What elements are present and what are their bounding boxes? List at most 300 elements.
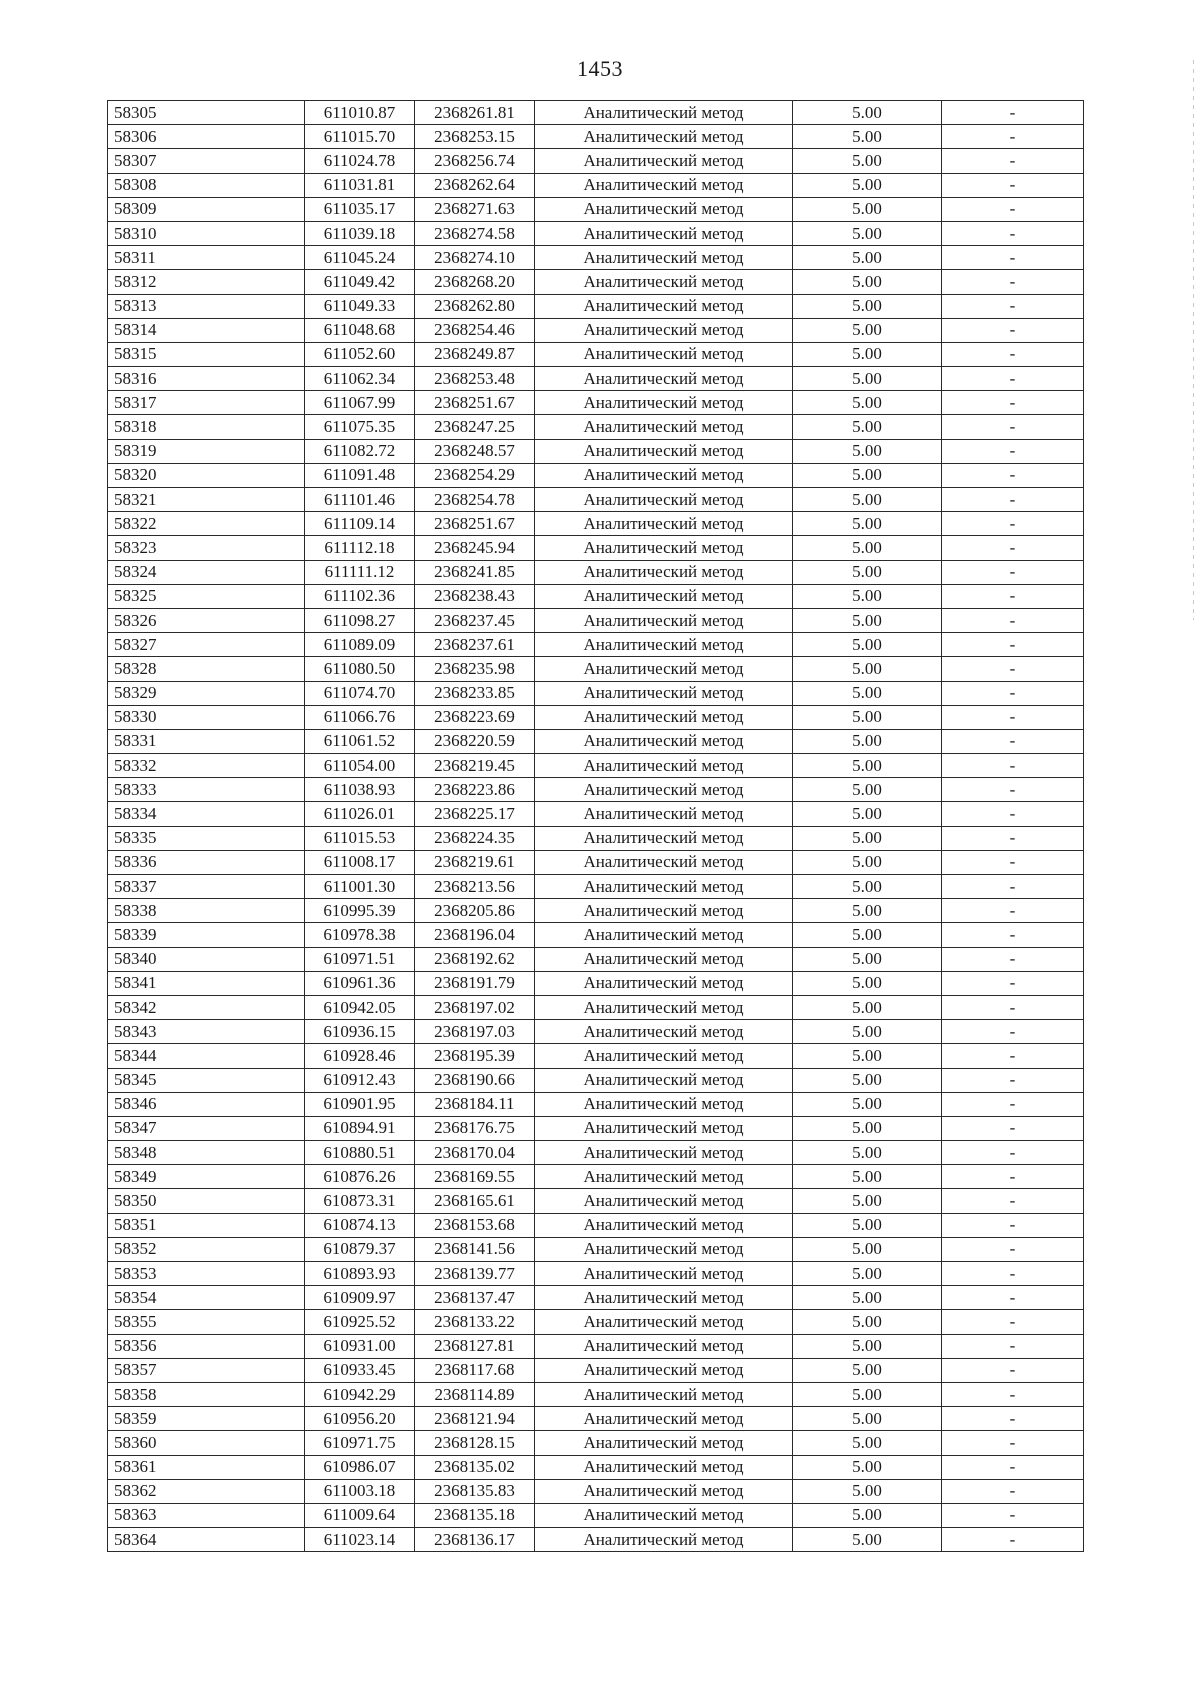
accuracy-cell: 5.00 [793,101,942,125]
description-cell: - [942,536,1084,560]
description-cell: - [942,463,1084,487]
x-coordinate-cell: 610880.51 [305,1141,415,1165]
y-coordinate-cell: 2368223.69 [415,705,535,729]
y-coordinate-cell: 2368133.22 [415,1310,535,1334]
method-cell: Аналитический метод [535,1528,793,1552]
method-cell: Аналитический метод [535,367,793,391]
method-cell: Аналитический метод [535,1189,793,1213]
point-number-cell: 58305 [108,101,305,125]
x-coordinate-cell: 611001.30 [305,875,415,899]
x-coordinate-cell: 611052.60 [305,342,415,366]
accuracy-cell: 5.00 [793,342,942,366]
description-cell: - [942,1092,1084,1116]
accuracy-cell: 5.00 [793,391,942,415]
accuracy-cell: 5.00 [793,1044,942,1068]
accuracy-cell: 5.00 [793,463,942,487]
table-row [108,439,1084,463]
y-coordinate-cell: 2368128.15 [415,1431,535,1455]
point-number-cell: 58327 [108,633,305,657]
y-coordinate-cell: 2368191.79 [415,971,535,995]
table-row [108,1334,1084,1358]
description-cell: - [942,1479,1084,1503]
y-coordinate-cell: 2368139.77 [415,1262,535,1286]
table-row [108,1310,1084,1334]
description-cell: - [942,778,1084,802]
method-cell: Аналитический метод [535,342,793,366]
x-coordinate-cell: 611101.46 [305,488,415,512]
y-coordinate-cell: 2368254.29 [415,463,535,487]
accuracy-cell: 5.00 [793,512,942,536]
method-cell: Аналитический метод [535,318,793,342]
accuracy-cell: 5.00 [793,754,942,778]
x-coordinate-cell: 611045.24 [305,246,415,270]
accuracy-cell: 5.00 [793,560,942,584]
description-cell: - [942,608,1084,632]
description-cell: - [942,1068,1084,1092]
table-row [108,1455,1084,1479]
x-coordinate-cell: 610909.97 [305,1286,415,1310]
description-cell: - [942,221,1084,245]
accuracy-cell: 5.00 [793,488,942,512]
y-coordinate-cell: 2368220.59 [415,729,535,753]
description-cell: - [942,875,1084,899]
method-cell: Аналитический метод [535,633,793,657]
table-row [108,1020,1084,1044]
accuracy-cell: 5.00 [793,439,942,463]
table-row [108,971,1084,995]
x-coordinate-cell: 611089.09 [305,633,415,657]
accuracy-cell: 5.00 [793,705,942,729]
y-coordinate-cell: 2368190.66 [415,1068,535,1092]
y-coordinate-cell: 2368254.46 [415,318,535,342]
point-number-cell: 58359 [108,1407,305,1431]
method-cell: Аналитический метод [535,1479,793,1503]
x-coordinate-cell: 611015.53 [305,826,415,850]
accuracy-cell: 5.00 [793,608,942,632]
method-cell: Аналитический метод [535,149,793,173]
table-row [108,1213,1084,1237]
accuracy-cell: 5.00 [793,947,942,971]
point-number-cell: 58337 [108,875,305,899]
x-coordinate-cell: 611010.87 [305,101,415,125]
y-coordinate-cell: 2368141.56 [415,1237,535,1261]
y-coordinate-cell: 2368233.85 [415,681,535,705]
table-row [108,995,1084,1019]
x-coordinate-cell: 611091.48 [305,463,415,487]
table-row [108,173,1084,197]
x-coordinate-cell: 610876.26 [305,1165,415,1189]
accuracy-cell: 5.00 [793,729,942,753]
accuracy-cell: 5.00 [793,536,942,560]
method-cell: Аналитический метод [535,947,793,971]
table-row [108,1286,1084,1310]
description-cell: - [942,1020,1084,1044]
x-coordinate-cell: 611061.52 [305,729,415,753]
accuracy-cell: 5.00 [793,1116,942,1140]
method-cell: Аналитический метод [535,294,793,318]
x-coordinate-cell: 610936.15 [305,1020,415,1044]
method-cell: Аналитический метод [535,1310,793,1334]
accuracy-cell: 5.00 [793,1382,942,1406]
table-row [108,536,1084,560]
point-number-cell: 58341 [108,971,305,995]
point-number-cell: 58307 [108,149,305,173]
table-row [108,850,1084,874]
method-cell: Аналитический метод [535,463,793,487]
accuracy-cell: 5.00 [793,850,942,874]
y-coordinate-cell: 2368248.57 [415,439,535,463]
y-coordinate-cell: 2368169.55 [415,1165,535,1189]
description-cell: - [942,1165,1084,1189]
point-number-cell: 58358 [108,1382,305,1406]
table-row [108,391,1084,415]
point-number-cell: 58314 [108,318,305,342]
point-number-cell: 58310 [108,221,305,245]
table-row [108,681,1084,705]
description-cell: - [942,1286,1084,1310]
table-row [108,560,1084,584]
accuracy-cell: 5.00 [793,875,942,899]
point-number-cell: 58324 [108,560,305,584]
method-cell: Аналитический метод [535,754,793,778]
table-row [108,705,1084,729]
y-coordinate-cell: 2368213.56 [415,875,535,899]
method-cell: Аналитический метод [535,1213,793,1237]
y-coordinate-cell: 2368223.86 [415,778,535,802]
coordinates-table [107,100,1084,1552]
table-row [108,1431,1084,1455]
point-number-cell: 58308 [108,173,305,197]
method-cell: Аналитический метод [535,1358,793,1382]
y-coordinate-cell: 2368176.75 [415,1116,535,1140]
x-coordinate-cell: 610971.75 [305,1431,415,1455]
description-cell: - [942,754,1084,778]
method-cell: Аналитический метод [535,1141,793,1165]
description-cell: - [942,294,1084,318]
accuracy-cell: 5.00 [793,1407,942,1431]
method-cell: Аналитический метод [535,1503,793,1527]
accuracy-cell: 5.00 [793,681,942,705]
description-cell: - [942,729,1084,753]
method-cell: Аналитический метод [535,221,793,245]
y-coordinate-cell: 2368114.89 [415,1382,535,1406]
table-row [108,1092,1084,1116]
table-row [108,342,1084,366]
table-row [108,1358,1084,1382]
point-number-cell: 58326 [108,608,305,632]
y-coordinate-cell: 2368241.85 [415,560,535,584]
method-cell: Аналитический метод [535,1068,793,1092]
method-cell: Аналитический метод [535,1286,793,1310]
description-cell: - [942,1141,1084,1165]
method-cell: Аналитический метод [535,826,793,850]
accuracy-cell: 5.00 [793,197,942,221]
y-coordinate-cell: 2368219.45 [415,754,535,778]
point-number-cell: 58360 [108,1431,305,1455]
point-number-cell: 58317 [108,391,305,415]
description-cell: - [942,1237,1084,1261]
method-cell: Аналитический метод [535,536,793,560]
description-cell: - [942,1503,1084,1527]
description-cell: - [942,1334,1084,1358]
point-number-cell: 58340 [108,947,305,971]
coordinates-table-body [108,101,1084,1552]
table-row [108,633,1084,657]
description-cell: - [942,101,1084,125]
y-coordinate-cell: 2368165.61 [415,1189,535,1213]
method-cell: Аналитический метод [535,197,793,221]
x-coordinate-cell: 611039.18 [305,221,415,245]
y-coordinate-cell: 2368224.35 [415,826,535,850]
description-cell: - [942,415,1084,439]
accuracy-cell: 5.00 [793,1503,942,1527]
point-number-cell: 58353 [108,1262,305,1286]
method-cell: Аналитический метод [535,584,793,608]
accuracy-cell: 5.00 [793,318,942,342]
description-cell: - [942,826,1084,850]
y-coordinate-cell: 2368137.47 [415,1286,535,1310]
table-row [108,947,1084,971]
method-cell: Аналитический метод [535,1455,793,1479]
table-row [108,125,1084,149]
method-cell: Аналитический метод [535,270,793,294]
x-coordinate-cell: 610933.45 [305,1358,415,1382]
point-number-cell: 58348 [108,1141,305,1165]
method-cell: Аналитический метод [535,995,793,1019]
accuracy-cell: 5.00 [793,1528,942,1552]
y-coordinate-cell: 2368219.61 [415,850,535,874]
point-number-cell: 58345 [108,1068,305,1092]
y-coordinate-cell: 2368196.04 [415,923,535,947]
table-row [108,1189,1084,1213]
x-coordinate-cell: 610942.29 [305,1382,415,1406]
x-coordinate-cell: 611038.93 [305,778,415,802]
accuracy-cell: 5.00 [793,1310,942,1334]
x-coordinate-cell: 610901.95 [305,1092,415,1116]
y-coordinate-cell: 2368256.74 [415,149,535,173]
description-cell: - [942,318,1084,342]
description-cell: - [942,705,1084,729]
y-coordinate-cell: 2368225.17 [415,802,535,826]
point-number-cell: 58357 [108,1358,305,1382]
method-cell: Аналитический метод [535,778,793,802]
method-cell: Аналитический метод [535,1407,793,1431]
y-coordinate-cell: 2368136.17 [415,1528,535,1552]
accuracy-cell: 5.00 [793,657,942,681]
description-cell: - [942,488,1084,512]
description-cell: - [942,584,1084,608]
y-coordinate-cell: 2368249.87 [415,342,535,366]
x-coordinate-cell: 611049.33 [305,294,415,318]
description-cell: - [942,947,1084,971]
point-number-cell: 58351 [108,1213,305,1237]
description-cell: - [942,1262,1084,1286]
accuracy-cell: 5.00 [793,149,942,173]
x-coordinate-cell: 611024.78 [305,149,415,173]
accuracy-cell: 5.00 [793,1286,942,1310]
description-cell: - [942,391,1084,415]
point-number-cell: 58331 [108,729,305,753]
description-cell: - [942,367,1084,391]
method-cell: Аналитический метод [535,1237,793,1261]
description-cell: - [942,342,1084,366]
point-number-cell: 58309 [108,197,305,221]
y-coordinate-cell: 2368274.10 [415,246,535,270]
point-number-cell: 58316 [108,367,305,391]
description-cell: - [942,1213,1084,1237]
method-cell: Аналитический метод [535,1044,793,1068]
method-cell: Аналитический метод [535,705,793,729]
method-cell: Аналитический метод [535,560,793,584]
description-cell: - [942,1407,1084,1431]
table-row [108,899,1084,923]
point-number-cell: 58347 [108,1116,305,1140]
table-row [108,246,1084,270]
method-cell: Аналитический метод [535,1262,793,1286]
x-coordinate-cell: 611082.72 [305,439,415,463]
point-number-cell: 58343 [108,1020,305,1044]
table-row [108,197,1084,221]
table-row [108,923,1084,947]
table-row [108,415,1084,439]
y-coordinate-cell: 2368197.02 [415,995,535,1019]
description-cell: - [942,681,1084,705]
table-row [108,367,1084,391]
y-coordinate-cell: 2368238.43 [415,584,535,608]
x-coordinate-cell: 610925.52 [305,1310,415,1334]
x-coordinate-cell: 610912.43 [305,1068,415,1092]
point-number-cell: 58342 [108,995,305,1019]
point-number-cell: 58319 [108,439,305,463]
y-coordinate-cell: 2368274.58 [415,221,535,245]
y-coordinate-cell: 2368117.68 [415,1358,535,1382]
point-number-cell: 58312 [108,270,305,294]
table-row [108,875,1084,899]
method-cell: Аналитический метод [535,875,793,899]
accuracy-cell: 5.00 [793,1237,942,1261]
accuracy-cell: 5.00 [793,1262,942,1286]
y-coordinate-cell: 2368205.86 [415,899,535,923]
method-cell: Аналитический метод [535,1431,793,1455]
table-row [108,608,1084,632]
y-coordinate-cell: 2368254.78 [415,488,535,512]
point-number-cell: 58328 [108,657,305,681]
y-coordinate-cell: 2368192.62 [415,947,535,971]
point-number-cell: 58320 [108,463,305,487]
point-number-cell: 58336 [108,850,305,874]
x-coordinate-cell: 610873.31 [305,1189,415,1213]
table-row [108,1262,1084,1286]
method-cell: Аналитический метод [535,439,793,463]
x-coordinate-cell: 610894.91 [305,1116,415,1140]
method-cell: Аналитический метод [535,488,793,512]
point-number-cell: 58338 [108,899,305,923]
accuracy-cell: 5.00 [793,778,942,802]
x-coordinate-cell: 610942.05 [305,995,415,1019]
x-coordinate-cell: 611066.76 [305,705,415,729]
description-cell: - [942,1044,1084,1068]
point-number-cell: 58306 [108,125,305,149]
y-coordinate-cell: 2368251.67 [415,512,535,536]
point-number-cell: 58361 [108,1455,305,1479]
table-row [108,584,1084,608]
point-number-cell: 58355 [108,1310,305,1334]
method-cell: Аналитический метод [535,246,793,270]
x-coordinate-cell: 611111.12 [305,560,415,584]
point-number-cell: 58311 [108,246,305,270]
point-number-cell: 58335 [108,826,305,850]
y-coordinate-cell: 2368247.25 [415,415,535,439]
x-coordinate-cell: 611008.17 [305,850,415,874]
point-number-cell: 58332 [108,754,305,778]
description-cell: - [942,1189,1084,1213]
description-cell: - [942,1528,1084,1552]
x-coordinate-cell: 611003.18 [305,1479,415,1503]
method-cell: Аналитический метод [535,608,793,632]
x-coordinate-cell: 611031.81 [305,173,415,197]
y-coordinate-cell: 2368235.98 [415,657,535,681]
accuracy-cell: 5.00 [793,246,942,270]
y-coordinate-cell: 2368237.61 [415,633,535,657]
point-number-cell: 58339 [108,923,305,947]
point-number-cell: 58354 [108,1286,305,1310]
method-cell: Аналитический метод [535,1382,793,1406]
table-row [108,512,1084,536]
y-coordinate-cell: 2368153.68 [415,1213,535,1237]
y-coordinate-cell: 2368135.02 [415,1455,535,1479]
x-coordinate-cell: 610893.93 [305,1262,415,1286]
description-cell: - [942,512,1084,536]
table-row [108,463,1084,487]
y-coordinate-cell: 2368262.80 [415,294,535,318]
table-row [108,270,1084,294]
x-coordinate-cell: 610961.36 [305,971,415,995]
point-number-cell: 58364 [108,1528,305,1552]
accuracy-cell: 5.00 [793,633,942,657]
accuracy-cell: 5.00 [793,899,942,923]
method-cell: Аналитический метод [535,1092,793,1116]
description-cell: - [942,633,1084,657]
accuracy-cell: 5.00 [793,802,942,826]
y-coordinate-cell: 2368261.81 [415,101,535,125]
y-coordinate-cell: 2368195.39 [415,1044,535,1068]
x-coordinate-cell: 610928.46 [305,1044,415,1068]
table-row [108,1141,1084,1165]
point-number-cell: 58315 [108,342,305,366]
point-number-cell: 58363 [108,1503,305,1527]
accuracy-cell: 5.00 [793,1431,942,1455]
table-row [108,1068,1084,1092]
point-number-cell: 58362 [108,1479,305,1503]
accuracy-cell: 5.00 [793,367,942,391]
x-coordinate-cell: 610879.37 [305,1237,415,1261]
x-coordinate-cell: 611075.35 [305,415,415,439]
description-cell: - [942,850,1084,874]
y-coordinate-cell: 2368237.45 [415,608,535,632]
table-row [108,1528,1084,1552]
table-row [108,657,1084,681]
description-cell: - [942,1358,1084,1382]
x-coordinate-cell: 611102.36 [305,584,415,608]
description-cell: - [942,173,1084,197]
point-number-cell: 58323 [108,536,305,560]
x-coordinate-cell: 611080.50 [305,657,415,681]
point-number-cell: 58322 [108,512,305,536]
accuracy-cell: 5.00 [793,1165,942,1189]
method-cell: Аналитический метод [535,729,793,753]
x-coordinate-cell: 611026.01 [305,802,415,826]
x-coordinate-cell: 611074.70 [305,681,415,705]
